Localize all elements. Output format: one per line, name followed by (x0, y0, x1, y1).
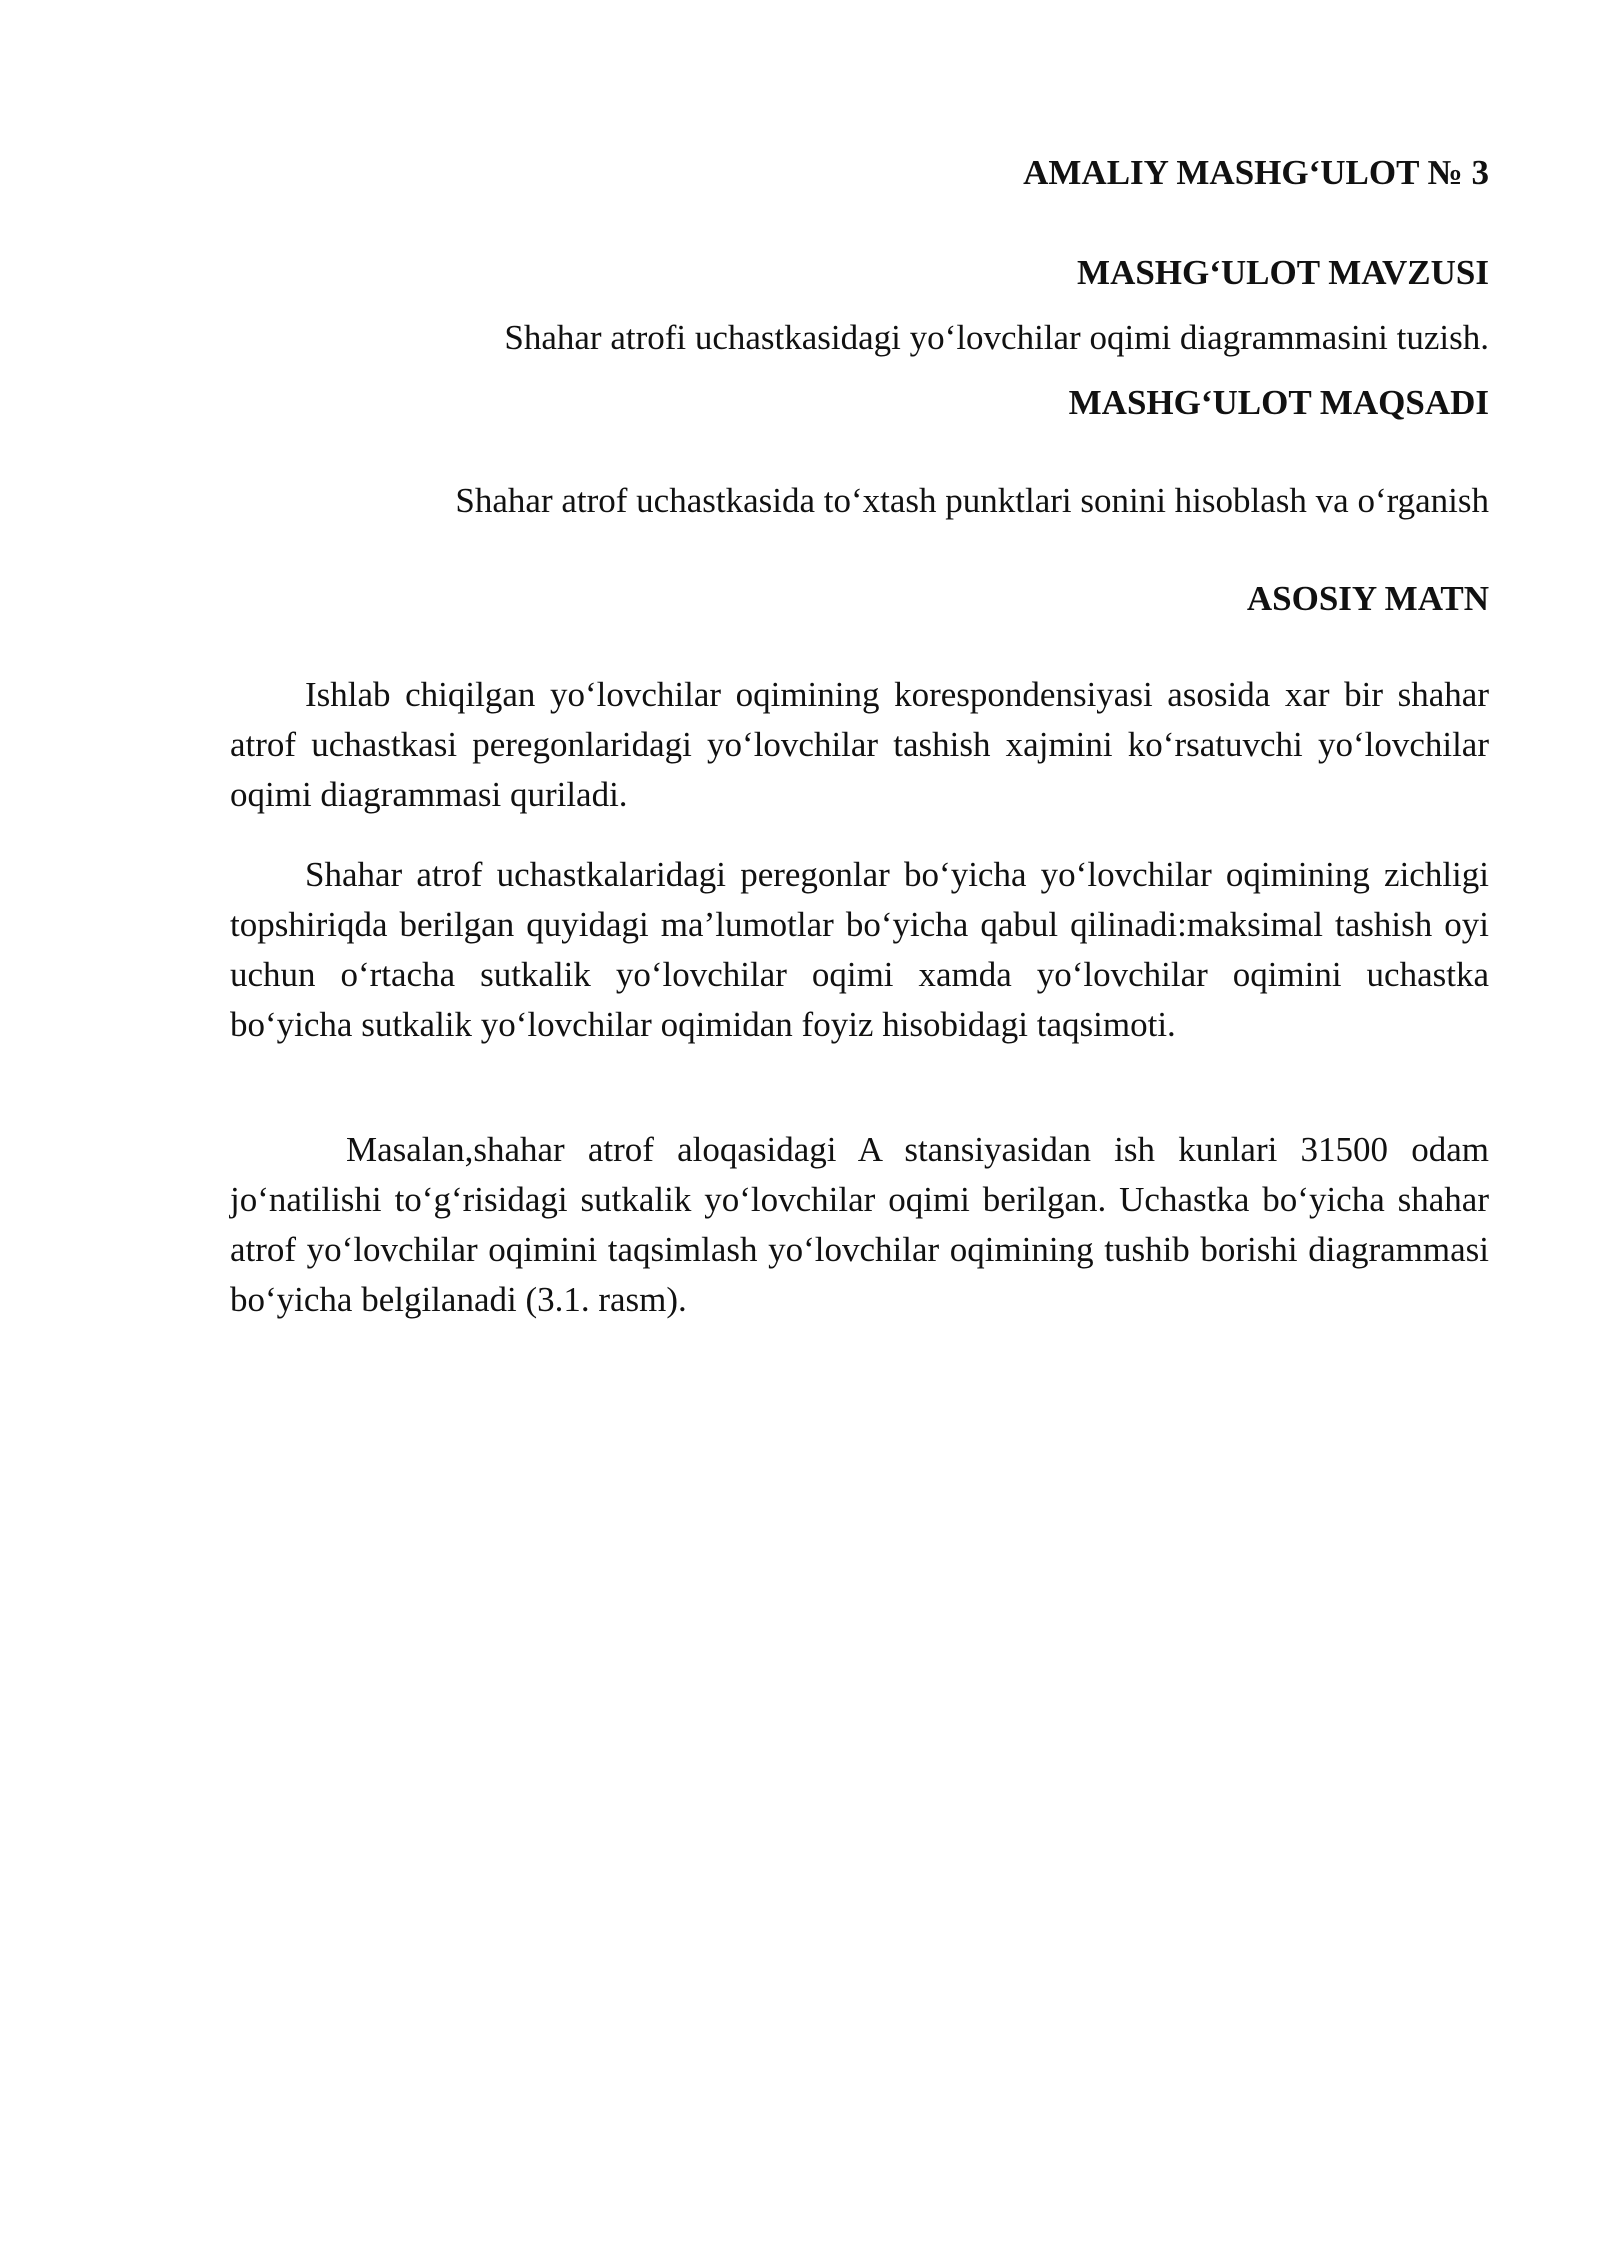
body-paragraph-3: Masalan,shahar atrof aloqasidagi A stansiyasidan ish kunlari 31500 odam jo‘natilishi to‘g‘risidagi sutkalik yo‘lovchilar oqimi berilgan. Uchastka bo‘yicha shahar atrof yo‘lovchilar oqimini taqsimlash yo‘lovchilar oqimining tushib borishi diagrammasi bo‘yicha belgilanadi (3.1. rasm). (230, 1130, 1489, 1319)
topic-heading: MASHG‘ULOT MAVZUSI (1077, 253, 1489, 292)
document-title: AMALIY MASHG‘ULOT № 3 (1023, 153, 1489, 192)
main-heading: ASOSIY MATN (1246, 579, 1489, 618)
body-paragraph-2: Shahar atrof uchastkalaridagi peregonlar bo‘yicha yo‘lovchilar oqimining zichligi topshiriqda berilgan quyidagi ma’lumotlar bo‘yicha qabul qilinadi:maksimal tashish oyi uchun o‘rtacha sutkalik yo‘lovchilar oqimi xamda yo‘lovchilar oqimini uchastka bo‘yicha sutkalik yo‘lovchilar oqimidan foyiz hisobidagi taqsimoti. (230, 855, 1489, 1044)
body-paragraph-1: Ishlab chiqilgan yo‘lovchilar oqimining korespondensiyasi asosida xar bir shahar atrof uchastkasi peregonlaridagi yo‘lovchilar tashish xajmini ko‘rsatuvchi yo‘lovchilar oqimi diagrammasi quriladi. (230, 675, 1489, 814)
topic-text: Shahar atrofi uchastkasidagi yo‘lovchilar oqimi diagrammasini tuzish. (504, 318, 1489, 357)
goal-text: Shahar atrof uchastkasida to‘xtash punktlari sonini hisoblash va o‘rganish (455, 481, 1489, 520)
goal-heading: MASHG‘ULOT MAQSADI (1068, 383, 1489, 422)
